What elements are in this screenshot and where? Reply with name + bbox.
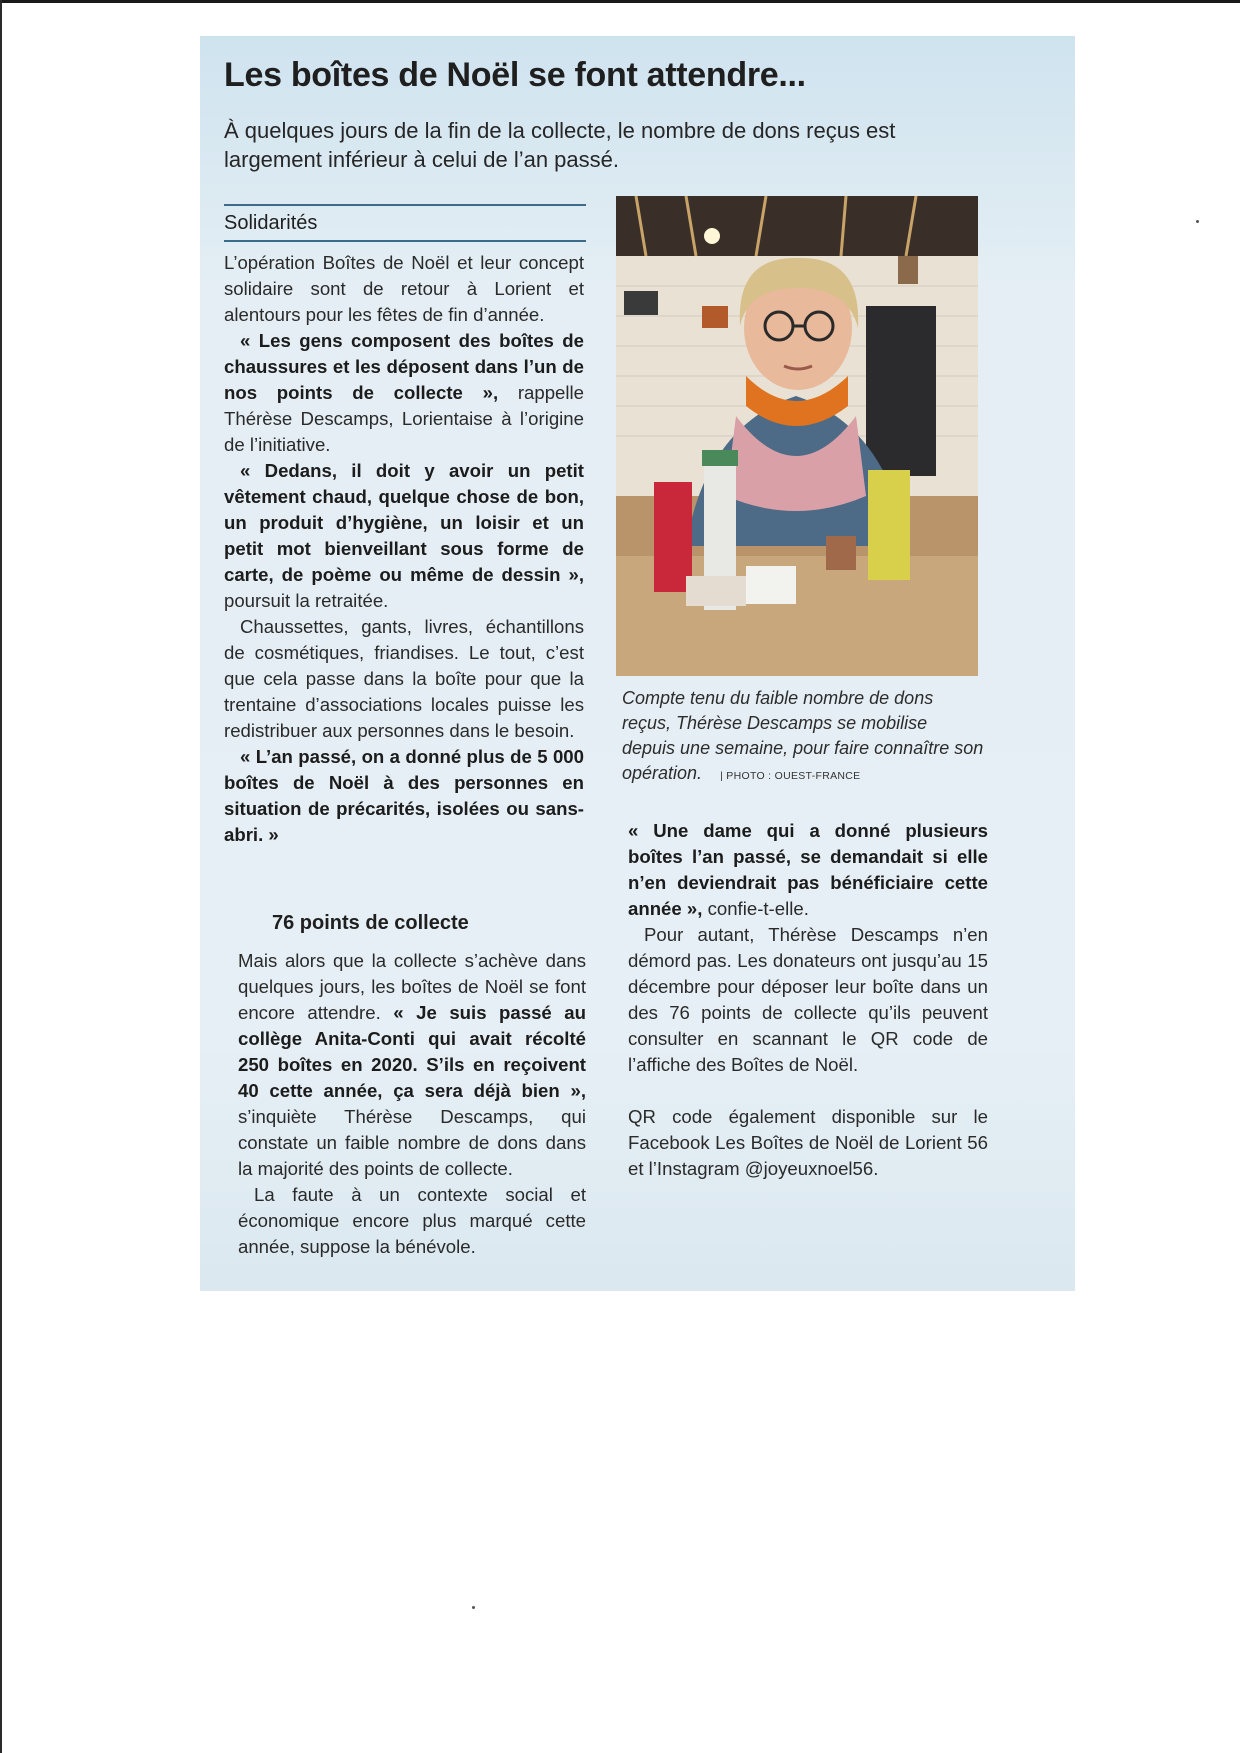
subheadline: À quelques jours de la fin de la collecte, le nombre de dons reçus est largement inférieur à celui de l’an passé. <box>224 118 896 172</box>
article-column-left-top <box>224 250 584 848</box>
caption-text: Compte tenu du faible nombre de dons reçus, Thérèse Descamps se mobilise depuis une semaine, pour faire connaître son opération. <box>622 688 984 783</box>
paragraph-4: Chaussettes, gants, livres, échantillons de cosmétiques, friandises. Le tout, c’est que cela passe dans la boîte pour que la trentaine d’associations locales puisse les redistribuer aux personnes dans le besoin. <box>224 616 584 741</box>
scan-border-left <box>0 0 2 1753</box>
article-column-left-bottom <box>238 948 586 1260</box>
scan-speck <box>472 1606 475 1609</box>
photo-caption <box>622 686 984 789</box>
paragraph-7-text: confie-t-elle. <box>707 898 809 919</box>
paragraph-gap <box>628 1078 988 1104</box>
quote-3: « L’an passé, on a donné plus de 5 000 boîtes de Noël à des personnes en situation de précarités, isolées ou sans-abri. » <box>224 746 584 845</box>
scan-border-top <box>0 0 1240 3</box>
paragraph-7-continued <box>628 818 988 922</box>
scan-speck <box>1196 220 1199 223</box>
paragraph-9: QR code également disponible sur le Facebook Les Boîtes de Noël de Lorient 56 et l’Instagram @joyeuxnoel56. <box>628 1106 988 1179</box>
paragraph-6-text-a: Mais alors que la collecte s’achève dans quelques jours, les boîtes de Noël se font encore attendre. <box>238 950 586 1023</box>
quote-5: « Une dame qui a donné plusieurs boîtes l’an passé, se demandait si elle n’en deviendrait pas bénéficiaire cette année », <box>628 820 988 919</box>
article-photo <box>616 196 978 676</box>
quote-1: « Les gens composent des boîtes de chaussures et les déposent dans l’un de nos points de collecte », <box>224 330 584 403</box>
photo-credit: | PHOTO : OUEST-FRANCE <box>720 770 861 782</box>
paragraph-2-text: rappelle Thérèse Descamps, Lorientaise à l’origine de l’initiative. <box>224 382 584 455</box>
paragraph-7: La faute à un contexte social et économique encore plus marqué cette année, suppose la bénévole. <box>238 1184 586 1257</box>
rubric-rule-top <box>224 204 586 206</box>
paragraph-3-text: poursuit la retraitée. <box>224 590 389 611</box>
newspaper-clipping <box>200 36 1075 1291</box>
paragraph-3 <box>224 458 584 614</box>
paragraph-6 <box>238 948 586 1182</box>
quote-4: « Je suis passé au collège Anita-Conti qui avait récolté 250 boîtes en 2020. S’ils en reçoivent 40 cette année, ça sera déjà bien », <box>238 1002 586 1101</box>
rubric-rule-bottom <box>224 240 586 242</box>
quote-2: « Dedans, il doit y avoir un petit vêtement chaud, quelque chose de bon, un produit d’hygiène, un loisir et un petit mot bienveillant sous forme de carte, de poème ou même de dessin », <box>224 460 584 585</box>
paragraph-5 <box>224 744 584 848</box>
intro-paragraph: L’opération Boîtes de Noël et leur concept solidaire sont de retour à Lorient et alentours pour les fêtes de fin d’année. <box>224 252 584 325</box>
paragraph-8: Pour autant, Thérèse Descamps n’en démord pas. Les donateurs ont jusqu’au 15 décembre pour déposer leur boîte dans un des 76 points de collecte qu’ils peuvent consulter en scannant le QR code de l’affiche des Boîtes de Noël. <box>628 924 988 1075</box>
paragraph-6-text-b: s’inquiète Thérèse Descamps, qui constate un faible nombre de dons dans la majorité des points de collecte. <box>238 1106 586 1179</box>
headline: Les boîtes de Noël se font attendre... <box>224 56 806 94</box>
paragraph-2 <box>224 328 584 458</box>
rubric-label: Solidarités <box>224 212 318 234</box>
article-column-right-bottom <box>628 818 988 1182</box>
intertitle: 76 points de collecte <box>272 912 469 934</box>
